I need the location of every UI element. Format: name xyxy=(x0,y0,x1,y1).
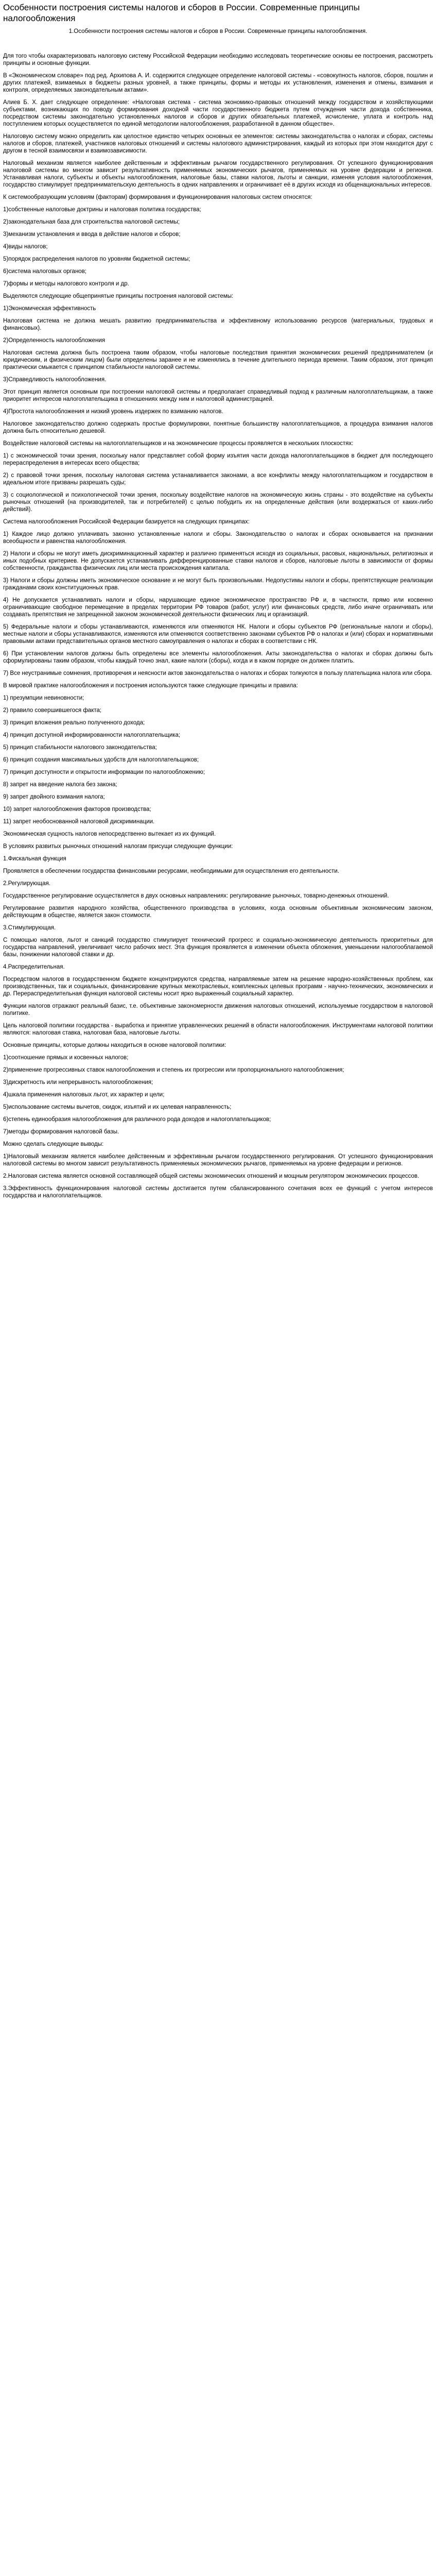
paragraph: 2)Определенность налогообложения xyxy=(3,337,106,344)
paragraph: 4)шкала применения налоговых льгот, их характер и цели; xyxy=(3,1092,165,1098)
paragraph: К системообразующим условиям (факторам) формирования и функционирования налоговых систем относятся: xyxy=(3,194,312,200)
document-body xyxy=(3,53,433,1199)
paragraph: 3)дискретность или непрерывность налогообложения; xyxy=(3,1079,153,1086)
paragraph: 6)степень единообразия налогообложения для различного рода доходов и налогоплательщиков; xyxy=(3,1116,271,1123)
paragraph: 6) принцип создания максимальных удобств для налогоплательщиков; xyxy=(3,757,199,763)
paragraph: 4) Не допускается устанавливать налоги и сборы, нарушающие единое экономическое пространство РФ и, в частности, прямо или косвенно ограничивающие свободное перемещение в пределах территории РФ товаров (работ, услуг) или финансовых средств, либо иначе ограничивать или создавать препятствия не запрещенной законом экономической деятельности физических лиц и организаций. xyxy=(3,597,433,618)
paragraph: 1.Фискальная функция xyxy=(3,856,66,862)
paragraph: Основные принципы, которые должны находиться в основе налоговой политики: xyxy=(3,1042,226,1048)
paragraph: 3)Справедливость налогообложения. xyxy=(3,377,107,383)
paragraph: 10) запрет налогообложения факторов производства; xyxy=(3,806,151,812)
paragraph: Функции налогов отражают реальный базис, т.е. объективные закономерности движения налоговых отношений, используемые государством в налоговой политике. xyxy=(3,1003,433,1016)
paragraph: 9) запрет двойного взимания налога; xyxy=(3,794,105,800)
paragraph: 3.Эффективность функционирования налоговой системы достигается путем сбалансированного сочетания всех ее функций с учетом интересов государства и налогоплательщиков. xyxy=(3,1185,433,1199)
paragraph: Налоговый механизм является наиболее действенным и эффективным рычагом государственного регулирования. От успешного функционирования налоговой системы во многом зависит результативность применяемых экономических рычагов, применяемых на уровне федерации и регионов. Устанавливая налоги, субъекты и объекты налогообложения, налоговые базы, ставки налогов, льготы и санкции, изменяя условия налогообложения, государство стимулирует предпринимательскую деятельность в одних направлениях и ограничивает её в других исходя из общенациональных интересов. xyxy=(3,160,433,188)
paragraph: 4)виды налогов; xyxy=(3,244,48,250)
paragraph: Выделяются следующие общепринятые принципы построения налоговой системы: xyxy=(3,293,234,299)
paragraph: Налоговую систему можно определить как целостное единство четырех основных ее элементов: системы законодательства о налогах и сборах, системы налогов и сборов, платежей, участников налоговых отношений и системы налогового администрирования, каждый из которых при этом находится друг с другом в тесной взаимосвязи и взаимозависимости. xyxy=(3,133,433,154)
paragraph: В «Экономическом словаре» под ред. Архипова А. И. содержится следующее определение налоговой системы - «совокупность налогов, сборов, пошлин и других платежей, взимаемых в бюджеты разных уровней, а также принципы, формы и методы их установления, изменения и отмены, взимания и контроля, определяемых законодательным актами». xyxy=(3,73,433,93)
paragraph: 5)использование системы вычетов, скидок, изъятий и их целевая направленность; xyxy=(3,1104,232,1110)
paragraph: 2) с правовой точки зрения, поскольку налоговая система устанавливается законами, а все конфликты между налогоплательщиком и государством в идеальном итоге призваны разрешать суды; xyxy=(3,472,433,486)
paragraph: 2.Налоговая система является основной составляющей общей системы экономических отношений и мощным регулятором экономических процессов. xyxy=(3,1173,420,1179)
paragraph: 1) презумпции невиновности; xyxy=(3,695,84,701)
paragraph: 3)механизм установления и ввода в действие налогов и сборов; xyxy=(3,231,181,238)
paragraph: Посредством налогов в государственном бюджете концентрируются средства, направляемые затем на решение народно-хозяйственных проблем, как производственных, так и социальных, финансирование крупных межотраслевых, комплексных целевых программ - научно-технических, экономических и др. Перераспределительная функция налоговой системы носит ярко выраженный социальный характер. xyxy=(3,976,433,997)
paragraph: 6) При установлении налогов должны быть определены все элементы налогообложения. Акты законодательства о налогах и сборах должны быть сформулированы таким образом, чтобы каждый точно знал, какие налоги (сборы), когда и в каком порядке он должен платить. xyxy=(3,651,433,664)
paragraph: 1)собственные налоговые доктрины и налоговая политика государства; xyxy=(3,207,201,213)
paragraph: 7)методы формирования налоговой базы. xyxy=(3,1129,119,1135)
paragraph: Можно сделать следующие выводы: xyxy=(3,1141,104,1147)
paragraph: Для того чтобы охарактеризовать налоговую систему Российской Федерации необходимо исследовать теоретические основы ее построения, рассмотреть принципы и основные функции. xyxy=(3,53,433,66)
paragraph: 7) Все неустранимые сомнения, противоречия и неясности актов законодательства о налогах и сборах толкуются в пользу плательщика налога или сбора. xyxy=(3,670,432,676)
paragraph: Алиев Б. Х. дает следующее определение: «Налоговая система - система экономико-правовых отношений между государством и хозяйствующими субъектами, возникающих по поводу формирования доходной части государственного бюджета путем отчуждения части дохода собственника, посредством системы законодательно установленных налогов и сборов и других обязательных платежей, исчисление, уплата и контроль над поступлением которых осуществляется по единой методологии налогообложения, разработанной в данном обществе». xyxy=(3,99,433,127)
paragraph: 1)соотношение прямых и косвенных налогов; xyxy=(3,1055,129,1061)
paragraph: Система налогообложения Российской Федерации базируется на следующих принципах: xyxy=(3,519,250,525)
paragraph: 7)формы и методы налогового контроля и др. xyxy=(3,281,129,287)
paragraph: 1)Экономическая эффективность xyxy=(3,306,96,312)
paragraph: С помощью налогов, льгот и санкций государство стимулирует технический прогресс и социально-экономическую деятельность приоритетных для государства направлений, увеличивает число рабочих мест. Эта функция проявляется в изменении объекта обложения, уменьшении налогооблагаемой базы, понижении налоговой ставки и др. xyxy=(3,937,433,958)
paragraph: 7) принцип доступности и открытости информации по налогообложению; xyxy=(3,769,205,775)
paragraph: 1) с экономической точки зрения, поскольку налог представляет собой форму изъятия части дохода налогоплательщиков в бюджет для последующего перераспределения в интересах всего общества; xyxy=(3,453,433,466)
paragraph: Налоговое законодательство должно содержать простые формулировки, понятные большинству налогоплательщиков, а процедура взимания налогов должна быть относительно дешевой. xyxy=(3,421,433,434)
paragraph: В условиях развитых рыночных отношений налогам присущи следующие функции: xyxy=(3,843,233,850)
paragraph: 1)Налоговый механизм является наиболее действенным и эффективным рычагом государственного регулирования. От успешного функционирования налоговой системы во многом зависит результативность применяемых экономических рычагов, применяемых на уровне федерации и регионов. xyxy=(3,1154,433,1167)
paragraph: 2)применение прогрессивных ставок налогообложения и степень их прогрессии или пропорционального налогообложения; xyxy=(3,1067,344,1073)
paragraph: Проявляется в обеспечении государства финансовыми ресурсами, необходимыми для осуществления его деятельности. xyxy=(3,868,339,874)
paragraph: Этот принцип является основным при построении налоговой системы и предполагает справедливый подход к различным налогоплательщикам, а также приоритет интересов налогоплательщика в отношениях между ним и налоговой администрацией. xyxy=(3,389,433,402)
paragraph: 3) Налоги и сборы должны иметь экономическое основание и не могут быть произвольными. Недопустимы налоги и сборы, препятствующие реализации гражданами своих конституционных прав. xyxy=(3,578,433,591)
paragraph: Экономическая сущность налогов непосредственно вытекает из их функций. xyxy=(3,831,216,837)
paragraph: 3) принцип вложения реально полученного дохода; xyxy=(3,720,145,726)
paragraph: 2)законодательная база для строительства налоговой системы; xyxy=(3,219,180,225)
paragraph: Цель налоговой политики государства - выработка и принятие управленческих решений в области налогообложения. Инструментами налоговой политики являются: налоговая ставка, налоговая база, налоговые льготы. xyxy=(3,1023,433,1036)
paragraph: 5) Федеральные налоги и сборы устанавливаются, изменяются или отменяются НК. Налоги и сборы субъектов РФ (региональные налоги и сборы), местные налоги и сборы устанавливаются, изменяются или отменяются соответственно законами субъектов РФ о налогах и (или) сборах и нормативными правовыми актами представительных органов местного самоуправления о налогах и сборах в соответствии с НК. xyxy=(3,624,433,645)
paragraph: 6)система налоговых органов; xyxy=(3,268,86,275)
paragraph: 5) принцип стабильности налогового законодательства; xyxy=(3,744,157,751)
paragraph: 4.Распределительная. xyxy=(3,964,65,970)
paragraph: 5)порядок распределения налогов по уровням бюджетной системы; xyxy=(3,256,190,262)
page-title: Особенности построения системы налогов и сборов в России. Современные принципы налогообложения xyxy=(3,3,360,23)
paragraph: Налоговая система не должна мешать развитию предпринимательства и эффективному использованию ресурсов (материальных, трудовых и финансовых). xyxy=(3,318,433,331)
paragraph: В мировой практике налогообложения и построения используются также следующие принципы и правила: xyxy=(3,683,298,689)
paragraph: 3) с социологической и психологической точки зрения, поскольку воздействие налогов на экономическую жизнь страны - это воздействие на субъекты рыночных отношений (на производителей, так и потребителей) с целью побудить их на определенные действия (или воздержаться от каких-либо действий). xyxy=(3,492,433,513)
paragraph: 2) Налоги и сборы не могут иметь дискриминационный характер и различно применяться исходя из социальных, расовых, национальных, религиозных и иных подобных критериев. Не допускается устанавливать дифференцированные ставки налогов и сборов, налоговые льготы в зависимости от формы собственности, гражданства физических лиц или места происхождения капитала. xyxy=(3,551,433,571)
paragraph: 3.Стимулирующая. xyxy=(3,925,56,931)
section-heading: 1.Особенности построения системы налогов и сборов в России. Современные принципы налогообложения. xyxy=(68,28,368,35)
document-page xyxy=(0,2,436,1225)
paragraph: 4) принцип доступной информированности налогоплательщика; xyxy=(3,732,181,738)
paragraph: 2.Регулирующая. xyxy=(3,880,50,887)
paragraph: Регулирование развития народного хозяйства, общественного производства в условиях, когда основным объективным экономическим законом, действующим в обществе, является закон стоимости. xyxy=(3,905,433,919)
paragraph: 2) правило совершившегося факта; xyxy=(3,707,102,714)
paragraph: 4)Простота налогообложения и низкий уровень издержек по взиманию налогов. xyxy=(3,409,223,415)
paragraph: 8) запрет на введение налога без закона; xyxy=(3,782,117,788)
paragraph: Государственное регулирование осуществляется в двух основных направлениях: регулирование рыночных, товарно-денежных отношений. xyxy=(3,893,389,899)
paragraph: 11) запрет необоснованной налоговой дискриминации. xyxy=(3,819,155,825)
paragraph: 1) Каждое лицо должно уплачивать законно установленные налоги и сборы. Законодательство о налогах и сборах основывается на признании всеобщности и равенства налогообложения. xyxy=(3,531,433,545)
paragraph: Налоговая система должна быть построена таким образом, чтобы налоговые последствия принятия экономических решений предпринимателем (и юридическим, и физическим лицом) были определены заранее и не изменялись в течение длительного периода времени. Таким образом, этот принцип практически смыкается с принципом стабильности налоговой системы. xyxy=(3,350,433,370)
paragraph: Воздействие налоговой системы на налогоплательщиков и на экономические процессы проявляется в нескольких плоскостях: xyxy=(3,440,354,447)
